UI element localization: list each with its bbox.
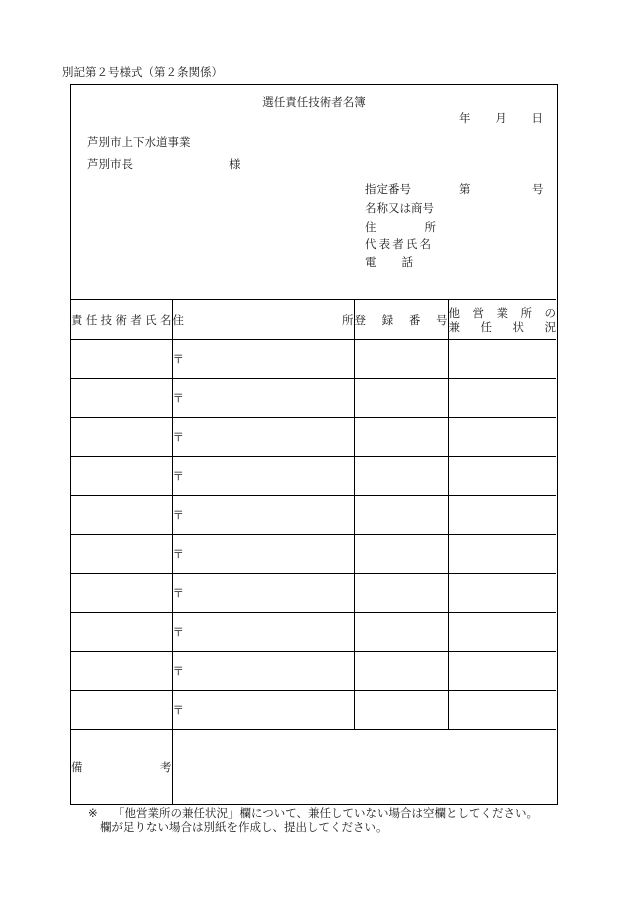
representative-name-label-char: 氏 xyxy=(405,237,418,251)
address-cell xyxy=(172,535,354,574)
representative-name-label-char: 名 xyxy=(419,237,431,251)
postal-mark: 〒 xyxy=(172,469,184,483)
form-frame xyxy=(70,84,558,805)
column-header-concurrent-status-line-2-char: 兼 xyxy=(448,319,460,334)
column-header-name-label-char: 者 xyxy=(130,312,142,327)
table-row xyxy=(71,418,556,457)
note-line-1: 「他営業所の兼任状況」欄について、兼任していない場合は空欄としてください。 xyxy=(113,806,539,820)
concurrent-status-cell xyxy=(448,574,556,613)
designation-number-label: 指定番号 xyxy=(365,182,411,196)
concurrent-status-cell xyxy=(448,340,556,379)
company-name-label: 名称又は商号 xyxy=(365,201,434,215)
technician-name-cell xyxy=(71,340,172,379)
column-header-registration-number-label-char: 登 xyxy=(354,312,366,327)
column-header-name-label-char: 術 xyxy=(115,312,127,327)
registration-number-cell xyxy=(354,457,448,496)
postal-mark: 〒 xyxy=(172,547,184,561)
column-header-name-label-char: 氏 xyxy=(145,312,157,327)
address-cell xyxy=(172,652,354,691)
registration-number-cell xyxy=(354,418,448,457)
technician-name-cell xyxy=(71,418,172,457)
table-row xyxy=(71,496,556,535)
remarks-label-char: 備 xyxy=(71,759,83,774)
column-header-registration-number-label-char: 号 xyxy=(435,312,448,327)
form-style-label: 別記第２号様式（第２条関係） xyxy=(62,65,223,79)
representative-name-label-char: 表 xyxy=(378,237,391,251)
column-header-concurrent-status-line-1-char: 他 xyxy=(448,305,460,320)
registration-number-cell xyxy=(354,574,448,613)
postal-mark: 〒 xyxy=(172,508,184,522)
column-header-registration-number-label-char: 番 xyxy=(408,312,421,327)
address-cell xyxy=(172,418,354,457)
technician-name-cell xyxy=(71,613,172,652)
registration-number-cell xyxy=(354,691,448,730)
column-header-name-label-char: 任 xyxy=(85,312,98,327)
phone-label-char: 電 xyxy=(365,255,377,269)
table-row xyxy=(71,613,556,652)
technician-name-cell xyxy=(71,652,172,691)
registration-number-cell xyxy=(354,496,448,535)
postal-mark: 〒 xyxy=(172,625,184,639)
column-header-concurrent-status-line-1-char: 業 xyxy=(496,305,508,320)
registration-number-cell xyxy=(354,340,448,379)
postal-mark: 〒 xyxy=(172,430,184,444)
postal-mark: 〒 xyxy=(172,586,184,600)
applicant-address-label-char: 住 xyxy=(365,220,377,234)
column-header-address-label xyxy=(173,313,354,327)
representative-name-label xyxy=(365,237,431,251)
concurrent-status-cell xyxy=(448,496,556,535)
honorific: 様 xyxy=(229,157,241,171)
registration-number-cell xyxy=(354,652,448,691)
registration-number-cell xyxy=(354,535,448,574)
table-row xyxy=(71,535,556,574)
designation-number-prefix: 第 xyxy=(459,182,471,196)
concurrent-status-cell xyxy=(448,535,556,574)
representative-name-label-char: 者 xyxy=(392,237,404,251)
postal-mark: 〒 xyxy=(172,391,184,405)
column-header-registration-number-label xyxy=(355,313,448,327)
postal-mark: 〒 xyxy=(172,703,184,717)
date-line xyxy=(459,111,543,125)
technician-table xyxy=(71,299,556,804)
column-header-concurrent-status-line-1-char: 営 xyxy=(472,305,484,320)
column-header-name-label-char: 名 xyxy=(159,312,172,327)
column-header-name-label xyxy=(71,313,172,327)
date-line-char: 年 xyxy=(459,111,471,125)
table-body xyxy=(71,340,556,730)
column-header-concurrent-status-line-2-char: 況 xyxy=(544,319,556,334)
address-cell xyxy=(172,496,354,535)
concurrent-status-cell xyxy=(448,652,556,691)
note-mark: ※ xyxy=(88,806,98,820)
column-header-name xyxy=(71,300,172,340)
column-header-concurrent-status-line-1-char: 所 xyxy=(520,305,532,320)
date-line-char: 月 xyxy=(495,111,507,125)
concurrent-status-cell xyxy=(448,613,556,652)
technician-name-cell xyxy=(71,457,172,496)
column-header-name-label-char: 責 xyxy=(71,312,83,327)
registration-number-cell xyxy=(354,379,448,418)
table-row xyxy=(71,652,556,691)
phone-label-char: 話 xyxy=(401,255,413,269)
column-header-address-label-char: 所 xyxy=(342,312,354,327)
remarks-header xyxy=(71,730,172,804)
designation-number-suffix: 号 xyxy=(532,182,544,196)
concurrent-status-cell xyxy=(448,418,556,457)
applicant-address-label-char: 所 xyxy=(424,220,436,234)
addressee-organization: 芦別市上下水道事業 xyxy=(87,135,191,149)
column-header-address xyxy=(172,300,354,340)
addressee-name: 芦別市長 xyxy=(87,157,133,171)
technician-name-cell xyxy=(71,535,172,574)
address-cell xyxy=(172,691,354,730)
postal-mark: 〒 xyxy=(172,664,184,678)
table-row xyxy=(71,691,556,730)
column-header-address-label-char: 住 xyxy=(172,312,184,327)
concurrent-status-cell xyxy=(448,691,556,730)
column-header-name-label-char: 技 xyxy=(100,312,113,327)
column-header-concurrent-status-line-2 xyxy=(449,320,557,334)
postal-mark: 〒 xyxy=(172,352,184,366)
table-row xyxy=(71,574,556,613)
column-header-registration-number-label-char: 録 xyxy=(381,312,394,327)
form-title: 選任責任技術者名簿 xyxy=(262,95,366,109)
date-line-char: 日 xyxy=(531,111,543,125)
column-header-concurrent-status-line-1 xyxy=(449,306,557,320)
technician-name-cell xyxy=(71,379,172,418)
address-cell xyxy=(172,457,354,496)
technician-name-cell xyxy=(71,691,172,730)
remarks-label-char: 考 xyxy=(160,759,172,774)
remarks-section xyxy=(71,730,556,804)
column-header-concurrent-status-line-2-char: 状 xyxy=(512,319,524,334)
table-row xyxy=(71,340,556,379)
address-cell xyxy=(172,613,354,652)
concurrent-status-cell xyxy=(448,457,556,496)
address-cell xyxy=(172,574,354,613)
concurrent-status-cell xyxy=(448,379,556,418)
remarks-row xyxy=(71,730,556,804)
table-row xyxy=(71,457,556,496)
column-header-concurrent-status-line-2-char: 任 xyxy=(480,319,492,334)
remarks-field xyxy=(172,730,556,804)
applicant-address-label xyxy=(365,220,436,234)
column-header-concurrent-status-line-1-char: の xyxy=(544,305,556,320)
representative-name-label-char: 代 xyxy=(365,237,377,251)
column-header-registration-number xyxy=(354,300,448,340)
address-cell xyxy=(172,379,354,418)
phone-label xyxy=(365,255,413,269)
column-header-concurrent-status xyxy=(448,300,556,340)
note-line-2: 欄が足りない場合は別紙を作成し、提出してください。 xyxy=(100,820,388,834)
table-row xyxy=(71,379,556,418)
technician-name-cell xyxy=(71,574,172,613)
remarks-label xyxy=(71,760,172,774)
registration-number-cell xyxy=(354,613,448,652)
table-header-row xyxy=(71,300,556,340)
technician-name-cell xyxy=(71,496,172,535)
address-cell xyxy=(172,340,354,379)
